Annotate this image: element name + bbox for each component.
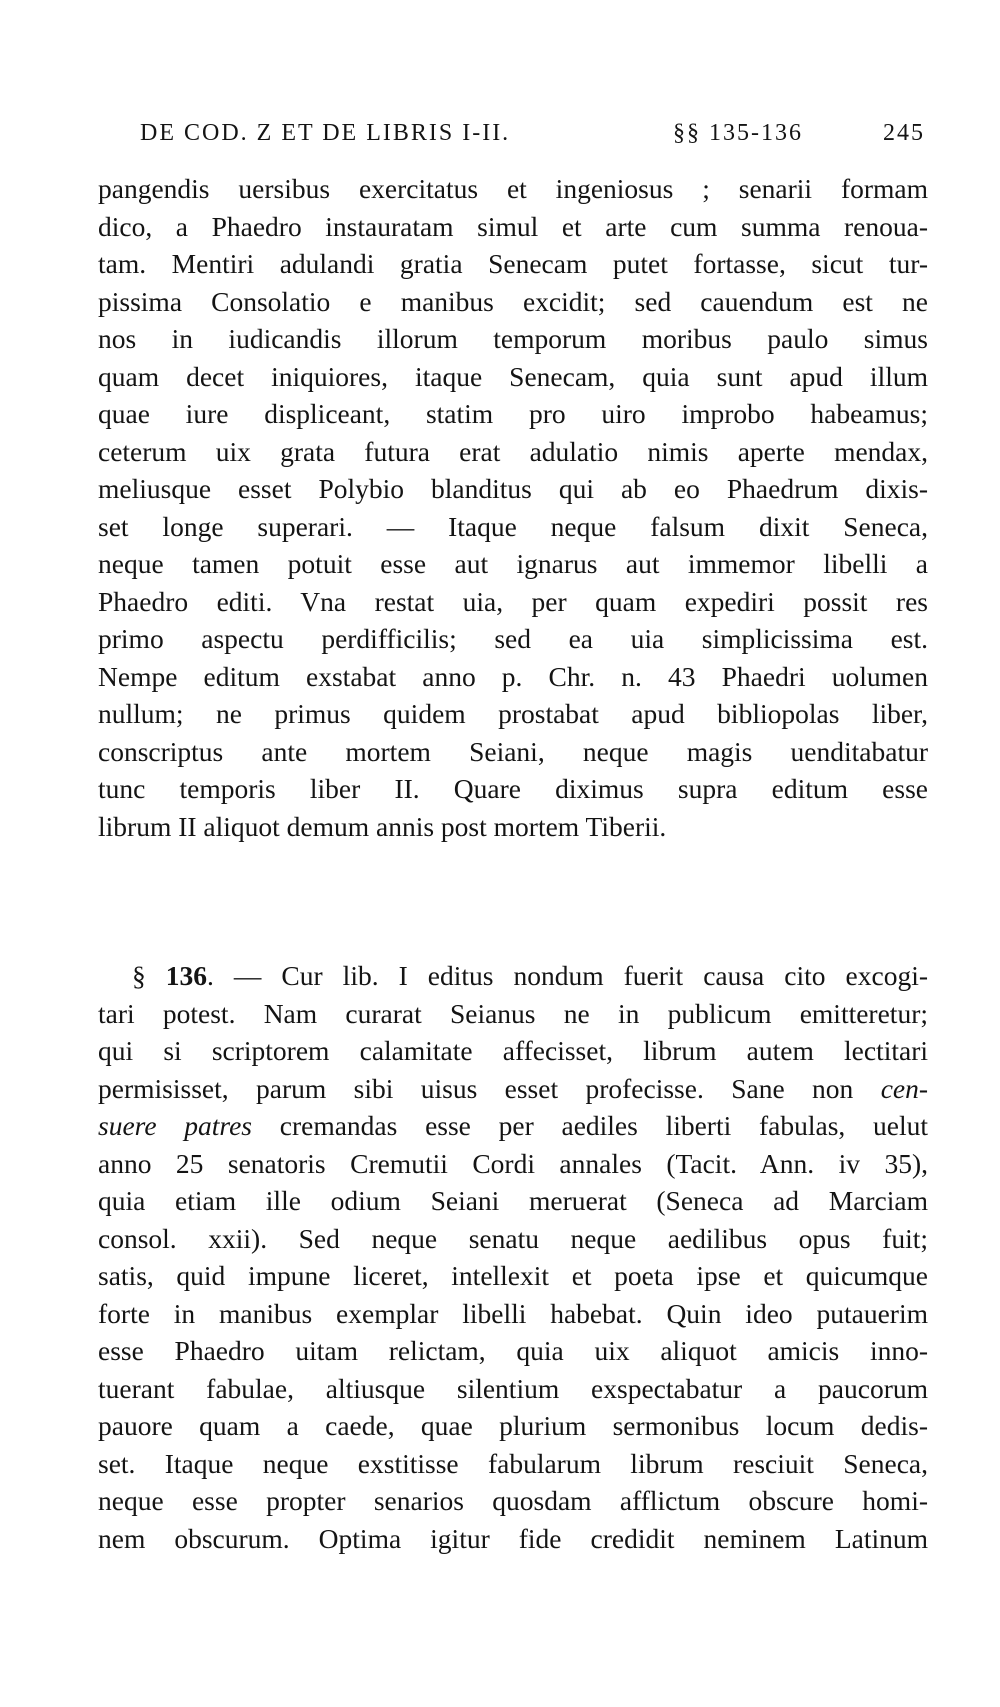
text-line: neque tamen potuit esse aut ignarus aut immemor libelli a xyxy=(98,548,928,579)
text-line: pangendis uersibus exercitatus et ingeniosus ; senarii formam xyxy=(98,173,928,204)
italic-text-run: suere patres xyxy=(98,1110,253,1141)
running-head xyxy=(140,120,925,160)
text-line: qui si scriptorem calamitate affecisset, librum autem lectitari xyxy=(98,1035,928,1066)
text-line: Phaedro editi. Vna restat uia, per quam expediri possit res xyxy=(98,585,928,617)
text-line: pauore quam a caede, quae plurium sermonibus locum dedis- xyxy=(98,1410,928,1441)
text-line: satis, quid impune liceret, intellexit et poeta ipse et quicumque xyxy=(98,1260,928,1291)
text-line: quam decet iniquiores, itaque Senecam, quia sunt apud illum xyxy=(98,360,928,392)
text-run: . — Cur lib. I editus nondum fuerit causa cito excogi- xyxy=(207,960,928,991)
paragraph-136 xyxy=(98,957,928,1557)
text-line: anno 25 senatoris Cremutii Cordi annales (Tacit. Ann. iv 35), xyxy=(98,1147,928,1179)
text-line: nem obscurum. Optima igitur fide credidit neminem Latinum xyxy=(98,1522,928,1554)
text-line: nos in iudicandis illorum temporum moribus paulo simus xyxy=(98,323,928,354)
text-line: neque esse propter senarios quosdam afflictum obscure homi- xyxy=(98,1485,928,1516)
text-line: meliusque esset Polybio blanditus qui ab eo Phaedrum dixis- xyxy=(98,473,928,504)
paragraph-135-continuation xyxy=(98,170,928,845)
text-line: set longe superari. — Itaque neque falsum dixit Seneca, xyxy=(98,510,928,542)
section-heading-line xyxy=(98,957,928,995)
text-line: quia etiam ille odium Seiani meruerat (Seneca ad Marciam xyxy=(98,1185,928,1216)
section-mark: § xyxy=(132,960,146,991)
text-line: tam. Mentiri adulandi gratia Senecam putet fortasse, sicut tur- xyxy=(98,248,928,279)
text-line: tuerant fabulae, altiusque silentium exspectabatur a paucorum xyxy=(98,1372,928,1404)
text-line xyxy=(98,1070,928,1108)
text-line: tunc temporis liber II. Quare diximus supra editum esse xyxy=(98,773,928,804)
text-line: set. Itaque neque exstitisse fabularum librum resciuit Seneca, xyxy=(98,1447,928,1479)
text-run: cremandas esse per aediles liberti fabulas, uelut xyxy=(279,1110,928,1141)
italic-text-run: cen- xyxy=(880,1072,928,1104)
page-number: 245 xyxy=(883,120,925,146)
text-line: consol. xxii). Sed neque senatu neque aedilibus opus fuit; xyxy=(98,1222,928,1254)
text-line: dico, a Phaedro instauratam simul et arte cum summa renoua- xyxy=(98,210,928,242)
text-line: forte in manibus exemplar libelli habebat. Quin ideo putauerim xyxy=(98,1297,928,1329)
text-line: conscriptus ante mortem Seiani, neque magis uenditabatur xyxy=(98,735,928,767)
text-line: quae iure displiceant, statim pro uiro improbo habeamus; xyxy=(98,398,928,429)
text-line: nullum; ne primus quidem prostabat apud bibliopolas liber, xyxy=(98,698,928,729)
text-line: Nempe editum exstabat anno p. Chr. n. 43 Phaedri uolumen xyxy=(98,660,928,692)
text-line: primo aspectu perdifficilis; sed ea uia simplicissima est. xyxy=(98,623,928,654)
text-line: librum II aliquot demum annis post mortem Tiberii. xyxy=(98,810,667,842)
text-line: ceterum uix grata futura erat adulatio nimis aperte mendax, xyxy=(98,435,928,467)
text-line: esse Phaedro uitam relictam, quia uix aliquot amicis innο- xyxy=(98,1335,928,1366)
text-line: pissima Consolatio e manibus excidit; sed cauendum est ne xyxy=(98,285,928,317)
running-head-title: DE COD. Z ET DE LIBRIS I-II. xyxy=(140,120,511,146)
running-head-section-ref: §§ 135-136 xyxy=(673,120,803,146)
text-line xyxy=(98,1107,928,1145)
section-number: 136 xyxy=(165,960,208,991)
text-run: permisisset, parum sibi uisus esset profecisse. Sane non xyxy=(98,1072,854,1104)
text-line: tari potest. Nam curarat Seianus ne in publicum emitteretur; xyxy=(98,997,928,1029)
